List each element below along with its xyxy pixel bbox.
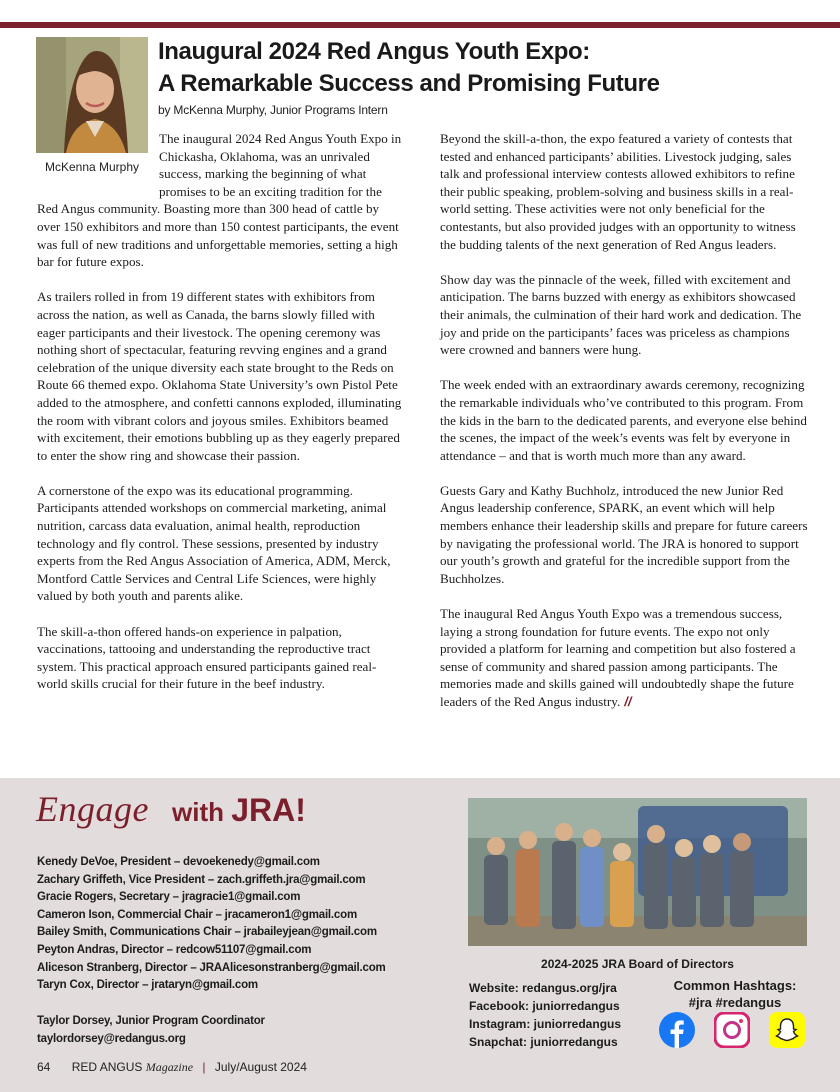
paragraph-text: The inaugural Red Angus Youth Expo was a tremendous success, laying a strong foundation for future events. The expo not only provided a platform for learning and competition but also fostered a sense of community and shared passion among participants. The memories made and skills gained will undoubtedly shape the future leaders of the Red Angus industry. (440, 606, 796, 709)
engage-heading (172, 792, 306, 829)
article-column-right (440, 130, 808, 728)
engage-jra: JRA! (231, 792, 306, 828)
coordinator-email: taylordorsey@redangus.org (37, 1032, 186, 1045)
hashtags (660, 977, 810, 1011)
contact-item: Taryn Cox, Director – jrataryn@gmail.com (37, 979, 258, 992)
article-title (158, 36, 798, 100)
article-column-left (37, 130, 403, 711)
group-photo-caption: 2024-2025 JRA Board of Directors (541, 957, 734, 971)
facebook-link[interactable]: Facebook: juniorredangus (469, 999, 620, 1013)
paragraph: A cornerstone of the expo was its educational programming. Participants attended workshops on commercial marketing, animal nutrition, carcass data evaluation, animal health, reproduction technology and fly control. These sessions, presented by industry experts from the Red Angus Association of America, ADM, Merck, Montford Cattle Services and Central Life Sciences, were highly valued by both youth and parents alike. (37, 482, 391, 604)
facebook-icon[interactable] (659, 1012, 695, 1048)
top-rule (0, 22, 840, 28)
hashtags-list: #jra #redangus (688, 995, 782, 1010)
paragraph: The inaugural 2024 Red Angus Youth Expo in Chickasha, Oklahoma, was an unrivaled success, marking the beginning of what promises to be an exciting tradition for the Red Angus community. Boasting more than 300 head of cattle by over 150 exhibitors and more than 150 contest participants, the event was full of new traditions and unforgettable memories, setting a high bar for future expos. (37, 131, 402, 270)
engage-heading-script: Engage (36, 789, 149, 829)
board-contacts (37, 854, 386, 995)
hashtags-title: Common Hashtags: (673, 978, 797, 993)
byline: by McKenna Murphy, Junior Programs Intern (158, 103, 388, 117)
magazine-script: Magazine (145, 1060, 194, 1074)
end-mark: // (624, 694, 632, 709)
paragraph: As trailers rolled in from 19 different states with exhibitors from across the nation, as well as Canada, the barns slowly filled with eager participants and their livestock. The opening ceremony was nothing short of spectacular, featuring revving engines and a grand celebration of the unique diversity each state brought to the Reds on Route 66 themed expo. Oklahoma State University’s own Pistol Pete added to the atmosphere, and confetti cannons exploded, illuminating the room with vibrant colors and joyous smiles. Exhibitors beamed with excitement, their emotions bubbling up as they eagerly prepared to enter the show ring and showcase their passion. (37, 289, 402, 463)
author-caption: McKenna Murphy (44, 160, 140, 174)
contact-item: Aliceson Stranberg, Director – JRAAlicesonstranberg@gmail.com (37, 961, 386, 974)
footer-divider: | (202, 1060, 206, 1074)
page-number: 64 (37, 1060, 51, 1074)
paragraph: The week ended with an extraordinary awards ceremony, recognizing the remarkable individuals who’ve contributed to this program. From the kids in the barn to the dedicated parents, and everyone else behind the scenes, the impact of the week’s events was felt by everyone in attendance – and that is worth much more than any award. (440, 377, 807, 463)
title-line-2: A Remarkable Success and Promising Future (158, 70, 660, 97)
title-line-1: Inaugural 2024 Red Angus Youth Expo: (158, 38, 590, 65)
coordinator-contact (37, 1013, 265, 1048)
engage-with: with (172, 797, 224, 827)
snapchat-icon[interactable] (769, 1012, 805, 1048)
snapchat-link[interactable]: Snapchat: juniorredangus (469, 1035, 618, 1049)
photo-spacer (37, 130, 159, 186)
magazine-name: RED ANGUS (71, 1060, 143, 1074)
board-group-photo (468, 798, 807, 946)
contact-item: Bailey Smith, Communications Chair – jrabaileyjean@gmail.com (37, 926, 377, 939)
paragraph: The skill-a-thon offered hands-on experience in palpation, vaccinations, tattooing and understanding the reproductive tract system. This practical approach ensured participants gained real-world skills crucial for their future in the beef industry. (37, 623, 377, 692)
coordinator-name: Taylor Dorsey, Junior Program Coordinator (37, 1015, 265, 1027)
instagram-link[interactable]: Instagram: juniorredangus (469, 1017, 622, 1031)
issue-date: July/August 2024 (214, 1060, 307, 1074)
paragraph: Guests Gary and Kathy Buchholz, introduced the new Junior Red Angus leadership conference, SPARK, an event which will help members enhance their leadership skills and prepare for future careers by navigating the professional world. The JRA is honored to support our youth’s growth and grateful for the incredible support from the Buchholzes. (440, 482, 808, 586)
contact-item: Peyton Andras, Director – redcow51107@gmail.com (37, 943, 312, 956)
social-links (469, 979, 621, 1051)
paragraph: Show day was the pinnacle of the week, filled with excitement and anticipation. The barns buzzed with energy as exhibitors showcased their animals, the culmination of their hard work and dedication. The joy and pride on the participants’ faces was priceless as champions were crowned and banners were hung. (440, 271, 802, 358)
contact-item: Zachary Griffeth, Vice President – zach.griffeth.jra@gmail.com (37, 873, 366, 886)
contact-item: Gracie Rogers, Secretary – jragracie1@gmail.com (37, 891, 301, 904)
paragraph: Beyond the skill-a-thon, the expo featured a variety of contests that tested and enhanced participants’ abilities. Livestock judging, sales talk and professional interview contests allowed exhibitors to refine their public speaking, problem-solving and business skills in a real-world setting. These activities were not only beneficial for the contestants, but also provided judges with an opportunity to witness the budding talents of the next generation of Red Angus leaders. (440, 131, 796, 252)
page-footer (37, 1060, 307, 1075)
instagram-icon[interactable] (714, 1012, 750, 1048)
contact-item: Cameron Ison, Commercial Chair – jracameron1@gmail.com (37, 908, 357, 921)
contact-item: Kenedy DeVoe, President – devoekenedy@gmail.com (37, 856, 320, 868)
website-link[interactable]: Website: redangus.org/jra (469, 981, 617, 995)
paragraph-last (440, 605, 808, 711)
